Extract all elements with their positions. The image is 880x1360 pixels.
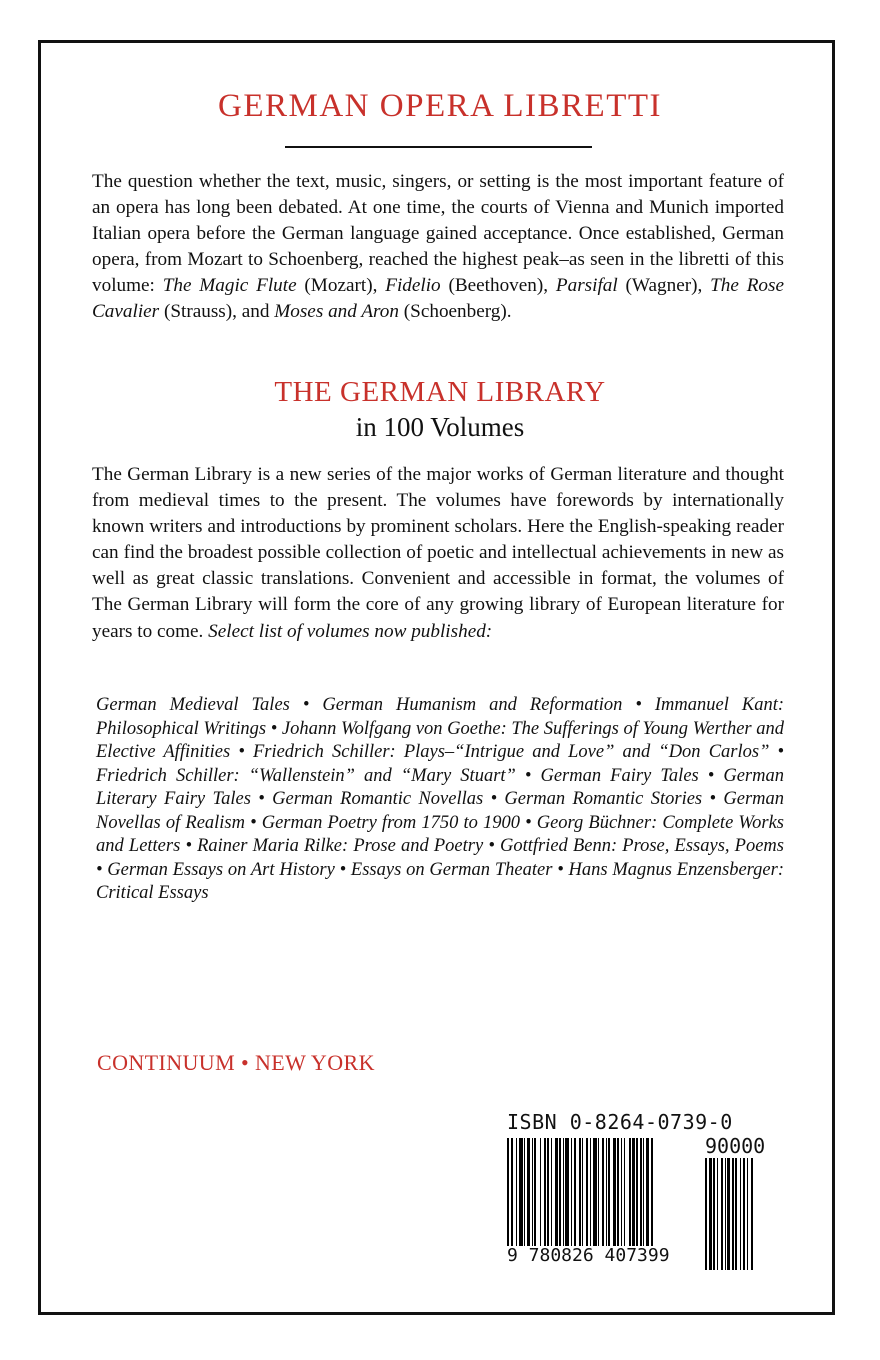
description-text: (Schoenberg).: [398, 301, 512, 323]
series-title: THE GERMAN LIBRARY: [274, 376, 606, 408]
description-text: (Mozart),: [296, 275, 386, 297]
supplement-barcode: [705, 1158, 771, 1270]
opera-title: The Rose Cavalier: [92, 275, 784, 323]
description-text: The question whether the text, music, singers, or setting is the most important feature of an opera has long been debated. At one time, the courts of Vienna and Munich imported Italian opera before the German language gained acceptance. Once established, German opera, from Mozart to Schoenberg, reached the highest peak–as seen in the libretti of this volume:: [92, 171, 784, 297]
description-text: (Strauss), and: [159, 301, 275, 323]
ean-number: 9 780826 407399: [507, 1246, 691, 1266]
series-description-text: The German Library is a new series of the major works of German literature and thought from medieval times to the present. The volumes have forewords by internationally known writers and introductions by prominent scholars. Here the English-speaking reader can find the broadest possible collection of poetic and intellectual achievements in new as well as great classic translations. Convenient and accessible in format, the volumes of The German Library will form the core of any growing library of European literature for years to come.: [92, 464, 784, 642]
barcode-block: [507, 1110, 787, 1280]
series-subtitle: in 100 Volumes: [355, 412, 525, 442]
title-divider: [285, 146, 592, 148]
select-list-label: Select list of volumes now published:: [208, 620, 493, 642]
isbn-label: ISBN 0-8264-0739-0: [507, 1110, 733, 1134]
opera-title: Fidelio: [385, 275, 441, 297]
series-description: [92, 462, 784, 645]
volume-list: German Medieval Tales • German Humanism and Reformation • Immanuel Kant: Philosophical Writings • Johann Wolfgang von Goethe: The Sufferings of Young Werther and Elective Affinities • Friedrich Schiller: Plays–“Intrigue and Love” and “Don Carlos” • Friedrich Schiller: “Wallenstein” and “Mary Stuart” • German Fairy Tales • German Literary Fairy Tales • German Romantic Novellas • German Romantic Stories • German Novellas of Realism • German Poetry from 1750 to 1900 • Georg Büchner: Complete Works and Letters • Rainer Maria Rilke: Prose and Poetry • Gottfried Benn: Prose, Essays, Poems • German Essays on Art History • Essays on German Theater • Hans Magnus Enzensberger: Critical Essays: [96, 695, 784, 903]
barcode-bar: [751, 1158, 753, 1270]
description-paragraph: [92, 169, 784, 326]
publisher-imprint: CONTINUUM • NEW YORK: [97, 1050, 375, 1075]
ean-barcode: [507, 1138, 691, 1258]
opera-title: Moses and Aron: [274, 301, 399, 323]
description-text: (Beethoven),: [440, 275, 556, 297]
price-supplement-number: 90000: [705, 1134, 766, 1158]
barcode-bar: [651, 1138, 653, 1258]
book-title: GERMAN OPERA LIBRETTI: [218, 88, 662, 124]
opera-title: The Magic Flute: [162, 275, 297, 297]
description-text: (Wagner),: [617, 275, 711, 297]
opera-title: Parsifal: [555, 275, 618, 297]
